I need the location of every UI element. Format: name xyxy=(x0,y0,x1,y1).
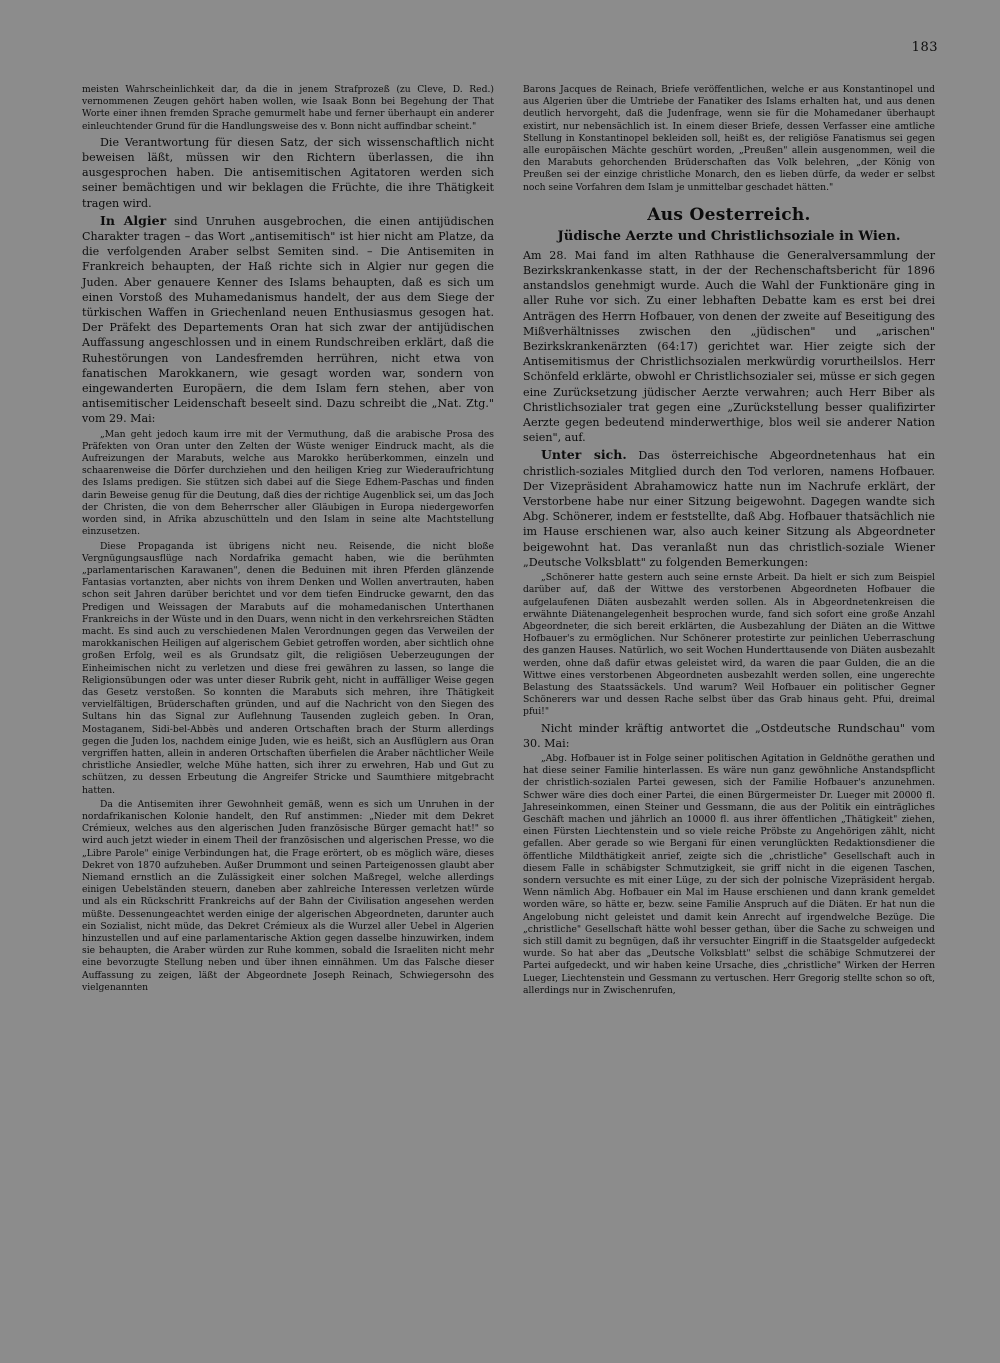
right-column xyxy=(523,84,935,999)
paragraph-continuation: meisten Wahrscheinlichkeit dar, da die in jenem Strafprozeß (zu Cleve, D. Red.) vernommenen Zeugen gehört haben wollen, wie Isaak Bonn bei Begehung der That Worte einer ihnen fremden Sprache gemurmelt habe und ferner überhaupt ein anderer einleuchtender Grund für die Handlungsweise des v. Bonn nicht auffindbar scheint." xyxy=(82,84,494,132)
paragraph-unter-sich-text: Das österreichische Abgeordnetenhaus hat ein christlich-soziales Mitglied durch den Tod verloren, namens Hofbauer. Der Vizepräsident Abrahamowicz hatte nun im Nachrufe erklärt, der Verstorbene habe nur einer Sitzung beigewohnt. Dagegen wandte sich Abg. Schönerer, indem er feststellte, daß Abg. Hofbauer thatsächlich nie im Hause erschienen war, also auch keiner Sitzung als Abgeordneter beigewohnt hat. Das veranlaßt nun das christlich-soziale Wiener „Deutsche Volksblatt" zu folgenden Bemerkungen: xyxy=(523,449,935,569)
paragraph-unter-sich xyxy=(523,447,935,570)
run-in-heading-algier: In Algier xyxy=(100,212,167,228)
left-column xyxy=(82,84,494,996)
run-in-heading-unter-sich: Unter sich. xyxy=(541,447,627,463)
quote-paragraph-2: Diese Propaganda ist übrigens nicht neu. Reisende, die nicht bloße Vergnügungsausflüge nach Nordafrika gemacht haben, wie die berühmten „parlamentarischen Karawanen", denen die Beduinen mit ihren Pferden glänzende Fantasias vortanzten, aber nichts von ihrem Denken und Wollen anvertrauten, haben schon seit Jahren darüber berichtet und vor dem tiefen Eindrucke gewarnt, den das Predigen und Weissagen der Marabuts auf die mohamedanischen Unterthanen Frankreichs in der Wüste und in den Duars, wenn nicht in den verkehrsreichen Städten macht. Es sind auch zu verschiedenen Malen Verordnungen gegen das Verweilen der marokkanischen Heiligen auf algerischem Gebiet getroffen worden, aber sichtlich ohne großen Erfolg, weil es als Grundsatz gilt, die religiösen Ueberzeugungen der Einheimischen nicht zu verletzen und diese frei gewähren zu lassen, so lange die Religionsübungen oder was unter dieser Rubrik geht, nicht in auffälliger Weise gegen das Gesetz verstoßen. So konnten die Marabuts sich mehren, ihre Thätigkeit vervielfältigen, Brüderschaften gründen, und auf die Nachricht von den Siegen des Sultans hin das Signal zur Auflehnung Tausenden zugleich geben. In Oran, Mostaganem, Sidi-bel-Abbès und anderen Ortschaften brach der Sturm allerdings gegen die Juden los, nachdem einige Juden, wie es heißt, sich an Ausflüglern aus Oran vergriffen hatten, allein in anderen Ortschaften überfielen die Araber nächtlicher Weile christliche Ansiedler, welche Mühe hatten, sich ihrer zu erwehren, Hab und Gut zu schützen, zu dessen Erbeutung die Angreifer Stricke und Saumthiere mitgebracht hatten. xyxy=(82,540,494,796)
paragraph-rundschau-intro: Nicht minder kräftig antwortet die „Ostdeutsche Rundschau" vom 30. Mai: xyxy=(523,721,935,750)
quote-paragraph-3: Da die Antisemiten ihrer Gewohnheit gemäß, wenn es sich um Unruhen in der nordafrikanischen Kolonie handelt, den Ruf anstimmen: „Nieder mit dem Dekret Crémieux, welches aus den algerischen Juden französische Bürger gemacht hat!" so wird auch jetzt wieder in einem Theil der französischen und algerischen Presse, wo die „Libre Parole" einige Verbindungen hat, die Frage erörtert, ob es möglich wäre, dieses Dekret von 1870 aufzuheben. Außer Drummont und seinen Parteigenossen glaubt aber Niemand ernstlich an die Zulässigkeit einer solchen Maßregel, welche allerdings einigen Uebelständen steuern, daneben aber zahlreiche Interessen verletzen würde und als ein Rückschritt Frankreichs auf der Bahn der Civilisation angesehen werden müßte. Dessenungeachtet werden einige der algerischen Abgeordneten, darunter auch ein Sozialist, nicht müde, das Dekret Crémieux als die Wurzel aller Uebel in Algerien hinzustellen und auf eine parlamentarische Aktion gegen dasselbe hinzuwirken, indem sie behaupten, die Araber würden zur Ruhe kommen, sobald die Israeliten nicht mehr eine bevorzugte Stellung neben und über ihnen einnähmen. Um das Falsche dieser Auffassung zu zeigen, läßt der Abgeordnete Joseph Reinach, Schwiegersohn des vielgenannten xyxy=(82,798,494,993)
section-title: Aus Oesterreich. xyxy=(647,204,811,225)
section-subtitle: Jüdische Aerzte und Christlichsoziale in Wien. xyxy=(557,228,901,244)
paragraph-algier xyxy=(82,213,494,427)
quote-volksblatt: „Schönerer hatte gestern auch seine ernste Arbeit. Da hielt er sich zum Beispiel darüber auf, daß der Wittwe des verstorbenen Abgeordneten Hofbauer die aufgelaufenen Diäten ausbezahlt werden sollen. Als in Abgeordnetenkreisen die erwähnte Diätenangelegenheit besprochen wurde, fand sich sofort eine große Anzahl Abgeordneter, die sich bereit erklärten, die Ausbezahlung der Diäten an die Wittwe Hofbauer's zu ermöglichen. Nur Schönerer protestirte zur peinlichen Ueberraschung des ganzen Hauses. Natürlich, wo seit Wochen Hunderttausende von Diäten ausbezahlt werden, ohne daß dafür etwas geleistet wird, da waren die paar Gulden, die an die Wittwe eines verstorbenen Abgeordneten ausbezahlt werden sollen, eine ungerechte Belastung des Staatssäckels. Und warum? Weil Hofbauer ein politischer Gegner Schönerers war und dessen Rache selbst über das Grab hinaus geht. Pfui, dreimal pfui!" xyxy=(523,572,935,718)
paragraph-algier-text: sind Unruhen ausgebrochen, die einen antijüdischen Charakter tragen – das Wort „antisemitisch" ist hier nicht am Platze, da die verfolgenden Araber selbst Semiten sind. – Die Antisemiten in Frankreich behaupten, der Haß richte sich in Algier nur gegen die Juden. Aber genauere Kenner des Islams behaupten, daß es sich um einen Vorstoß des Muhamedanismus handelt, der aus dem Siege der türkischen Waffen in Griechenland neuen Enthusiasmus gesogen hat. Der Präfekt des Departements Oran hat sich zwar der antijüdischen Auffassung angeschlossen und in einem Rundschreiben erklärt, daß die Ruhestörungen von Landesfremden herrühren, nicht etwa von fanatischen Marokkanern, wie gesagt worden war, sondern von eingewanderten Europäern, die dem Islam fern stehen, aber von antisemitischer Leidenschaft beseelt sind. Dazu schreibt die „Nat. Ztg." vom 29. Mai: xyxy=(82,214,494,426)
paragraph-responsibility: Die Verantwortung für diesen Satz, der sich wissenschaftlich nicht beweisen läßt, müssen wir den Richtern überlassen, die ihn ausgesprochen haben. Die antisemitischen Agitatoren werden sich seiner bemächtigen und wir beklagen die Früchte, die ihre Thätigkeit tragen wird. xyxy=(82,135,494,210)
page-number: 183 xyxy=(911,40,938,55)
quote-paragraph-1: „Man geht jedoch kaum irre mit der Vermuthung, daß die arabische Prosa des Präfekten von Oran unter den Zelten der Wüste weniger Eindruck macht, als die Aufreizungen der Marabuts, welche aus Marokko herüberkommen, einzeln und schaarenweise die Dörfer durchziehen und den heiligen Krieg zur Wiederaufrichtung des Islams predigen. Sie stützen sich dabei auf die Siege Edhem-Paschas und finden darin Beweise genug für die Deutung, daß dies der richtige Augenblick sei, um das Joch der Christen, die von dem Beherrscher aller Gläubigen in Europa niedergeworfen worden sind, in Afrika abzuschütteln und den Islam in seine alte Machtstellung einzusetzen. xyxy=(82,428,494,538)
quote-continuation: Barons Jacques de Reinach, Briefe veröffentlichen, welche er aus Konstantinopel und aus Algerien über die Umtriebe der Fanatiker des Islams erhalten hat, und aus denen deutlich hervorgeht, daß die Judenfrage, wenn sie für die Mohamedaner überhaupt existirt, nur nebensächlich ist. In einem dieser Briefe, dessen Verfasser eine amtliche Stellung in Konstantinopel bekleiden soll, heißt es, der religiöse Fanatismus sei gegen alle europäischen Mächte geschürt worden, „Preußen" allein ausgenommen, weil die den Marabuts gehorchenden Brüderschaften das Volk belehren, „der König von Preußen sei der einzige christliche Monarch, den es lieben dürfe, da weder er selbst noch seine Vorfahren dem Islam je unmittelbar geschadet hätten." xyxy=(523,84,935,193)
paragraph-vienna: Am 28. Mai fand im alten Rathhause die Generalversammlung der Bezirkskrankenkasse statt, in der der Rechenschaftsbericht für 1896 anstandslos genehmigt wurde. Auch die Wahl der Funktionäre ging in aller Ruhe vor sich. Zu einer lebhaften Debatte kam es erst bei drei Anträgen des Herrn Hofbauer, von denen der zweite auf Beseitigung des Mißverhältnisses zwischen den „jüdischen" und „arischen" Bezirkskrankenärzten (64:17) gerichtet war. Hier zeigte sich der Antisemitismus der Christlichsozialen merkwürdig vorurtheilslos. Herr Schönfeld erklärte, obwohl er Christlichsozialer sei, müsse er sich gegen eine Zurücksetzung jüdischer Aerzte verwahren; auch Herr Biber als Christlichsozialer trat gegen eine „Zurückstellung besser qualifizirter Aerzte gegen bedeutend minderwerthige, blos weil sie anderer Nation seien", auf. xyxy=(523,248,935,445)
quote-rundschau: „Abg. Hofbauer ist in Folge seiner politischen Agitation in Geldnöthe gerathen und hat diese seiner Familie hinterlassen. Es wäre nun ganz gewöhnliche Anstandspflicht der christlich-sozialen Partei gewesen, sich der Familie Hofbauer's anzunehmen. Schwer wäre dies doch einer Partei, die einen Bürgermeister Dr. Lueger mit 20000 fl. Jahreseinkommen, einen Steiner und Gessmann, die aus der Politik ein einträgliches Geschäft machen und jährlich an 10000 fl. aus ihrer öffentlichen „Thätigkeit" ziehen, einen Fürsten Liechtenstein und so viele reiche Pröbste zu Angehörigen zählt, nicht gefallen. Aber gerade so wie Bergani für einen verunglückten Redaktionsdiener die öffentliche Mildthätigkeit anrief, zeigte sich die „christliche" Gesellschaft auch in diesem Falle in schäbigster Schmutzigkeit, sie griff nicht in die eigenen Taschen, sondern versuchte es mit einer Lüge, zu der sich der polnische Vizepräsident hergab. Wenn nämlich Abg. Hofbauer ein Mal im Hause erschienen und dann krank gemeldet worden wäre, so hätte er, bezw. seine Familie Anspruch auf die Diäten. Er hat nun die Angelobung nicht geleistet und damit kein Anrecht auf irgendwelche Bezüge. Die „christliche" Gesellschaft hätte wohl besser gethan, über die Sache zu schweigen und sich still damit zu begnügen, daß ihr versuchter Eingriff in die Staatsgelder aufgedeckt wurde. So hat aber das „Deutsche Volksblatt" selbst die schäbige Schmutzerei der Partei aufgedeckt, und wir haben keine Ursache, dies „christliche" Wirken der Herren Lueger, Liechtenstein und Gessmann zu vertuschen. Herr Gregorig stellte schon so oft, allerdings nur in Zwischenrufen, xyxy=(523,752,935,996)
